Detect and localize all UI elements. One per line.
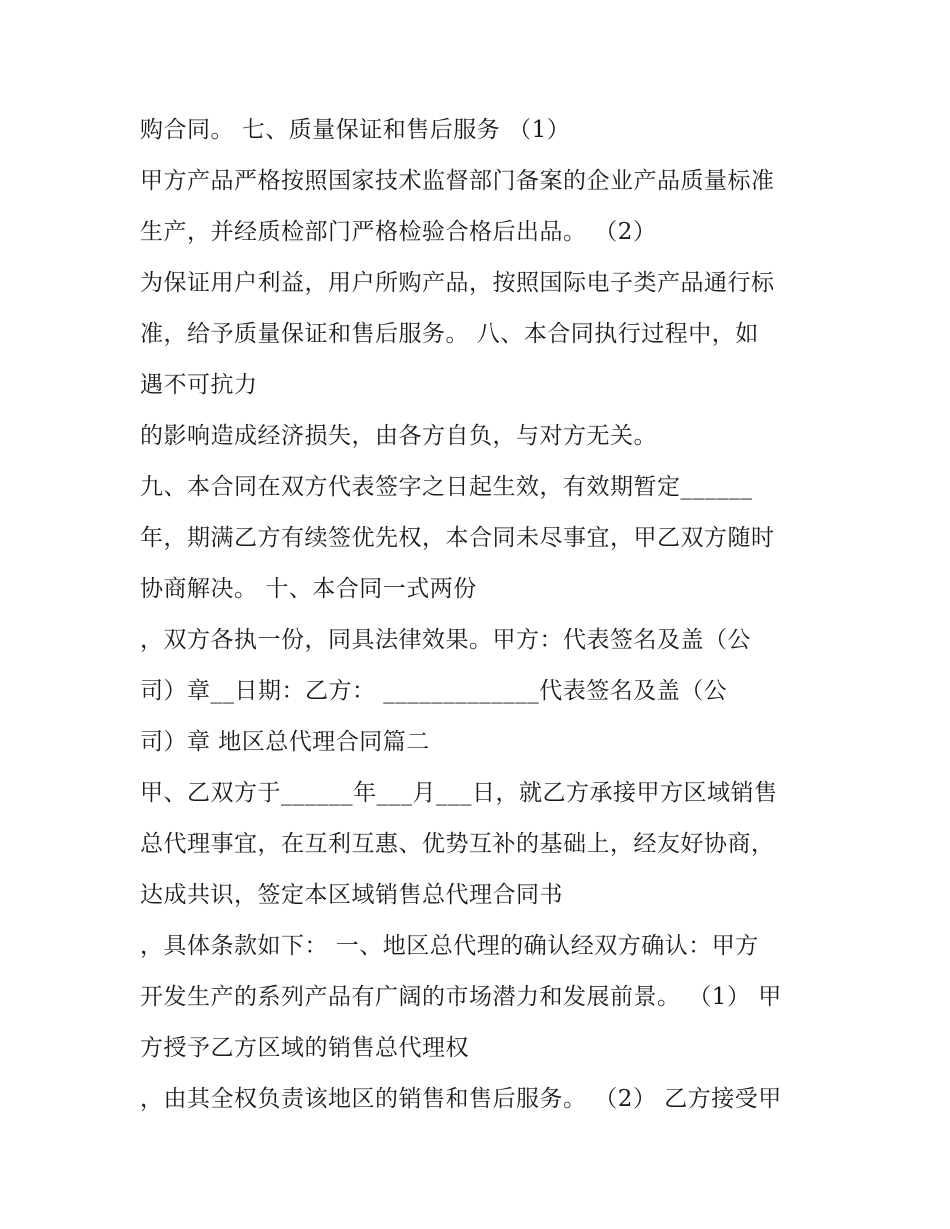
text-line: 年，期满乙方有续签优先权，本合同未尽事宜，甲乙双方随时 <box>140 525 775 551</box>
text-line: 协商解决。 十、本合同一式两份 <box>140 576 477 602</box>
text-line: 司）章 地区总代理合同篇二 <box>140 729 430 755</box>
text-line: 开发生产的系列产品有广阔的市场潜力和发展前景。 （1） 甲 <box>140 984 782 1010</box>
text-line: ，由其全权负责该地区的销售和售后服务。 （2） 乙方接受甲 <box>140 1086 782 1112</box>
text-line: 甲方产品严格按照国家技术监督部门备案的企业产品质量标准 <box>140 168 775 194</box>
text-line: 的影响造成经济损失，由各方自负，与对方无关。 <box>140 423 657 449</box>
text-line: 为保证用户利益，用户所购产品，按照国际电子类产品通行标 <box>140 270 775 296</box>
text-line: ，双方各执一份，同具法律效果。甲方：代表签名及盖（公 <box>140 627 751 653</box>
text-line: 生产，并经质检部门严格检验合格后出品。 （2） <box>140 219 657 245</box>
text-line: 遇不可抗力 <box>140 372 258 398</box>
text-line: 甲、乙双方于______年___月___日，就乙方承接甲方区域销售 <box>140 780 778 806</box>
text-line: 总代理事宜，在互利互惠、优势互补的基础上，经友好协商， <box>140 831 775 857</box>
text-line: 司）章__日期：乙方： _____________代表签名及盖（公 <box>140 678 728 704</box>
text-line: 购合同。 七、质量保证和售后服务 （1） <box>140 117 571 143</box>
text-line: 达成共识，签定本区域销售总代理合同书 <box>140 882 563 908</box>
text-line: 九、本合同在双方代表签字之日起生效，有效期暂定______ <box>140 474 753 500</box>
text-line: 方授予乙方区域的销售总代理权 <box>140 1035 469 1061</box>
text-line: ，具体条款如下： 一、地区总代理的确认经双方确认：甲方 <box>140 933 759 959</box>
text-line: 准，给予质量保证和售后服务。 八、本合同执行过程中，如 <box>140 321 759 347</box>
